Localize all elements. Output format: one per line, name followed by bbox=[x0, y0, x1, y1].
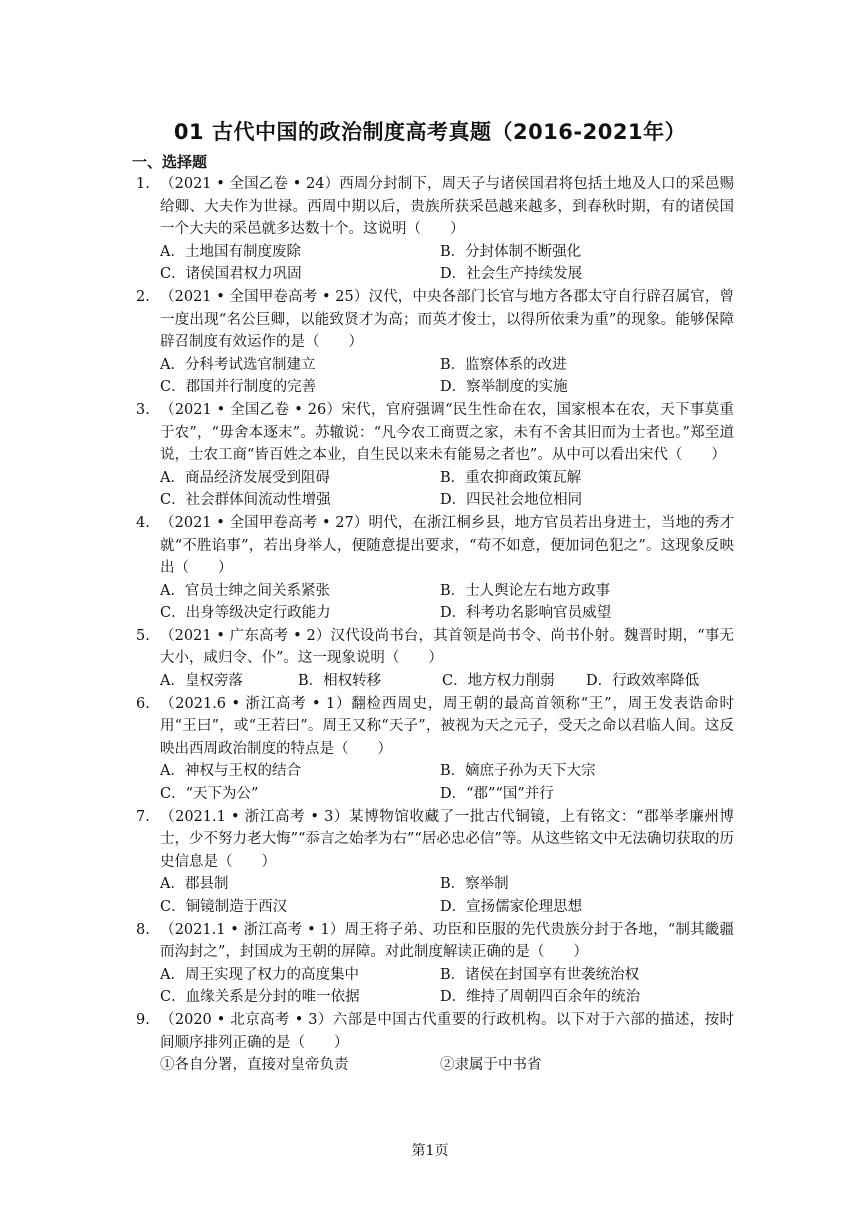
option-b: B．相权转移 bbox=[298, 673, 382, 690]
option-b: B．诸侯在封国享有世袭统治权 bbox=[440, 966, 640, 983]
question-stem: （2021 • 全国乙卷 • 24）西周分封制下，周天子与诸侯国君将包括土地及人口的采邑赐给卿、大夫作为世禄。西周中期以后，贵族所获采邑越来越多，到春秋时期，有的诸侯国一个大夫的采邑就多达数十个。这说明（ ） bbox=[160, 176, 734, 238]
question-2 bbox=[136, 286, 734, 399]
question-stem: （2021 • 全国甲卷高考 • 27）明代，在浙江桐乡县，地方官员若出身进士，当地的秀才就“不胜谄事”，若出身举人，便随意提出要求，“苟不如意，便加词色犯之”。这现象反映出（ ） bbox=[160, 514, 734, 577]
option-b: B．士人舆论左右地方政事 bbox=[440, 582, 611, 599]
option-grid bbox=[160, 760, 734, 805]
option-a: A．官员士绅之间关系紧张 bbox=[160, 582, 330, 599]
page-number: 第1页 bbox=[411, 1143, 449, 1159]
option-grid bbox=[160, 354, 734, 399]
question-list bbox=[136, 173, 734, 1077]
option-a: A．神权与王权的结合 bbox=[160, 763, 301, 780]
question-number: 3. bbox=[136, 401, 150, 418]
option-a: A．周王实现了权力的高度集中 bbox=[160, 966, 359, 983]
option-d: D．宣扬儒家伦理思想 bbox=[440, 899, 583, 915]
option-d: D．察举制度的实施 bbox=[440, 379, 568, 396]
option-a: A．土地国有制度废除 bbox=[160, 243, 301, 260]
option-c: C．铜镜制造于西汉 bbox=[160, 899, 288, 915]
question-number: 6. bbox=[136, 695, 150, 712]
option-grid bbox=[160, 580, 734, 625]
option-a: A．郡县制 bbox=[160, 876, 229, 893]
option-b: B．察举制 bbox=[440, 876, 509, 893]
option-c: C．诸侯国君权力巩固 bbox=[160, 266, 302, 283]
option-b: B．重农抑商政策瓦解 bbox=[440, 469, 582, 486]
option-c: C．出身等级决定行政能力 bbox=[160, 605, 331, 622]
option-grid bbox=[160, 873, 734, 918]
option-d: D．四民社会地位相同 bbox=[440, 492, 583, 509]
option-b: B．监察体系的改进 bbox=[440, 356, 567, 373]
option-d: D．行政效率降低 bbox=[586, 673, 700, 690]
question-4 bbox=[136, 512, 734, 625]
option-a: A．分科考试选官制建立 bbox=[160, 356, 316, 373]
question-stem: （2021.6 • 浙江高考 • 1）翻检西周史，周王朝的最高首领称“王”，周王发表诰命时用“王曰”，或“王若曰”。周王又称“天子”，被视为天之元子，受天之命以君临人间。这反映出西周政治制度的特点是（ ） bbox=[160, 695, 734, 757]
question-number: 5. bbox=[136, 627, 150, 644]
option-grid bbox=[160, 241, 734, 286]
option-grid bbox=[160, 467, 734, 512]
question-stem: （2021 • 全国甲卷高考 • 25）汉代，中央各部门长官与地方各郡太守自行辟召属官，曾一度出现“名公巨卿，以能致贤才为高；而英才俊士，以得所依秉为重”的现象。能够保障辟召制度有效运作的是（ ） bbox=[160, 288, 734, 351]
question-number: 7. bbox=[136, 808, 150, 825]
option-c: C．“天下为公” bbox=[160, 786, 259, 803]
option-grid bbox=[160, 964, 734, 1009]
page-title: 01 古代中国的政治制度高考真题（2016-2021年） bbox=[173, 120, 687, 144]
question-1 bbox=[136, 173, 734, 286]
question-stem: （2021.1 • 浙江高考 • 3）某博物馆收藏了一批古代铜镜，上有铭文：“郡举孝廉州博士，少不努力老大悔”“忝言之始孝为右”“居必忠必信”等。从这些铭文中无法确切获取的历史信息是（ ） bbox=[160, 808, 734, 870]
statement-1: ①各自分署，直接对皇帝负责 bbox=[160, 1057, 349, 1074]
option-a: A．商品经济发展受到阻碍 bbox=[160, 469, 330, 486]
option-grid bbox=[160, 1054, 734, 1077]
question-stem: （2020 • 北京高考 • 3）六部是中国古代重要的行政机构。以下对于六部的描述，按时间顺序排列正确的是（ ） bbox=[160, 1011, 734, 1051]
option-b: B．嫡庶子孙为天下大宗 bbox=[440, 763, 596, 780]
option-c: C．血缘关系是分封的唯一依据 bbox=[160, 989, 360, 1006]
question-number: 4. bbox=[136, 514, 150, 531]
question-8 bbox=[136, 919, 734, 1009]
option-d: D．“郡”“国”并行 bbox=[440, 786, 554, 803]
question-7 bbox=[136, 806, 734, 919]
section-heading: 一、选择题 bbox=[132, 153, 208, 171]
option-a: A．皇权旁落 bbox=[160, 673, 243, 690]
option-d: D．科考功名影响官员威望 bbox=[440, 605, 612, 622]
statement-2: ②隶属于中书省 bbox=[440, 1057, 542, 1074]
option-c: C．地方权力削弱 bbox=[442, 673, 555, 690]
question-3 bbox=[136, 399, 734, 512]
question-stem: （2021.1 • 浙江高考 • 1）周王将子弟、功臣和臣服的先代贵族分封于各地，“制其畿疆而沟封之”，封国成为王朝的屏障。对此制度解读正确的是（ ） bbox=[160, 921, 734, 961]
question-number: 8. bbox=[136, 921, 150, 938]
question-number: 2. bbox=[136, 288, 150, 305]
question-number: 1. bbox=[136, 176, 150, 192]
question-number: 9. bbox=[136, 1011, 150, 1028]
option-row bbox=[160, 670, 734, 693]
question-stem: （2021 • 广东高考 • 2）汉代设尚书台，其首领是尚书令、尚书仆射。魏晋时期，“事无大小，咸归令、仆”。这一现象说明（ ） bbox=[160, 627, 734, 667]
question-stem: （2021 • 全国乙卷 • 26）宋代，官府强调“民生性命在农，国家根本在农，天下事莫重于农”，“毋舍本逐末”。苏辙说：“凡今农工商贾之家，未有不舍其旧而为士者也。”郑至道说，士农工商“皆百姓之本业，自生民以来未有能易之者也”。从中可以看出宋代（ ） bbox=[160, 401, 734, 464]
option-c: C．社会群体间流动性增强 bbox=[160, 492, 331, 509]
option-b: B．分封体制不断强化 bbox=[440, 243, 582, 260]
question-5 bbox=[136, 625, 734, 693]
question-9 bbox=[136, 1009, 734, 1077]
option-d: D．社会生产持续发展 bbox=[440, 266, 583, 283]
option-d: D．维持了周朝四百余年的统治 bbox=[440, 989, 641, 1006]
question-6 bbox=[136, 693, 734, 806]
option-c: C．郡国并行制度的完善 bbox=[160, 379, 317, 396]
